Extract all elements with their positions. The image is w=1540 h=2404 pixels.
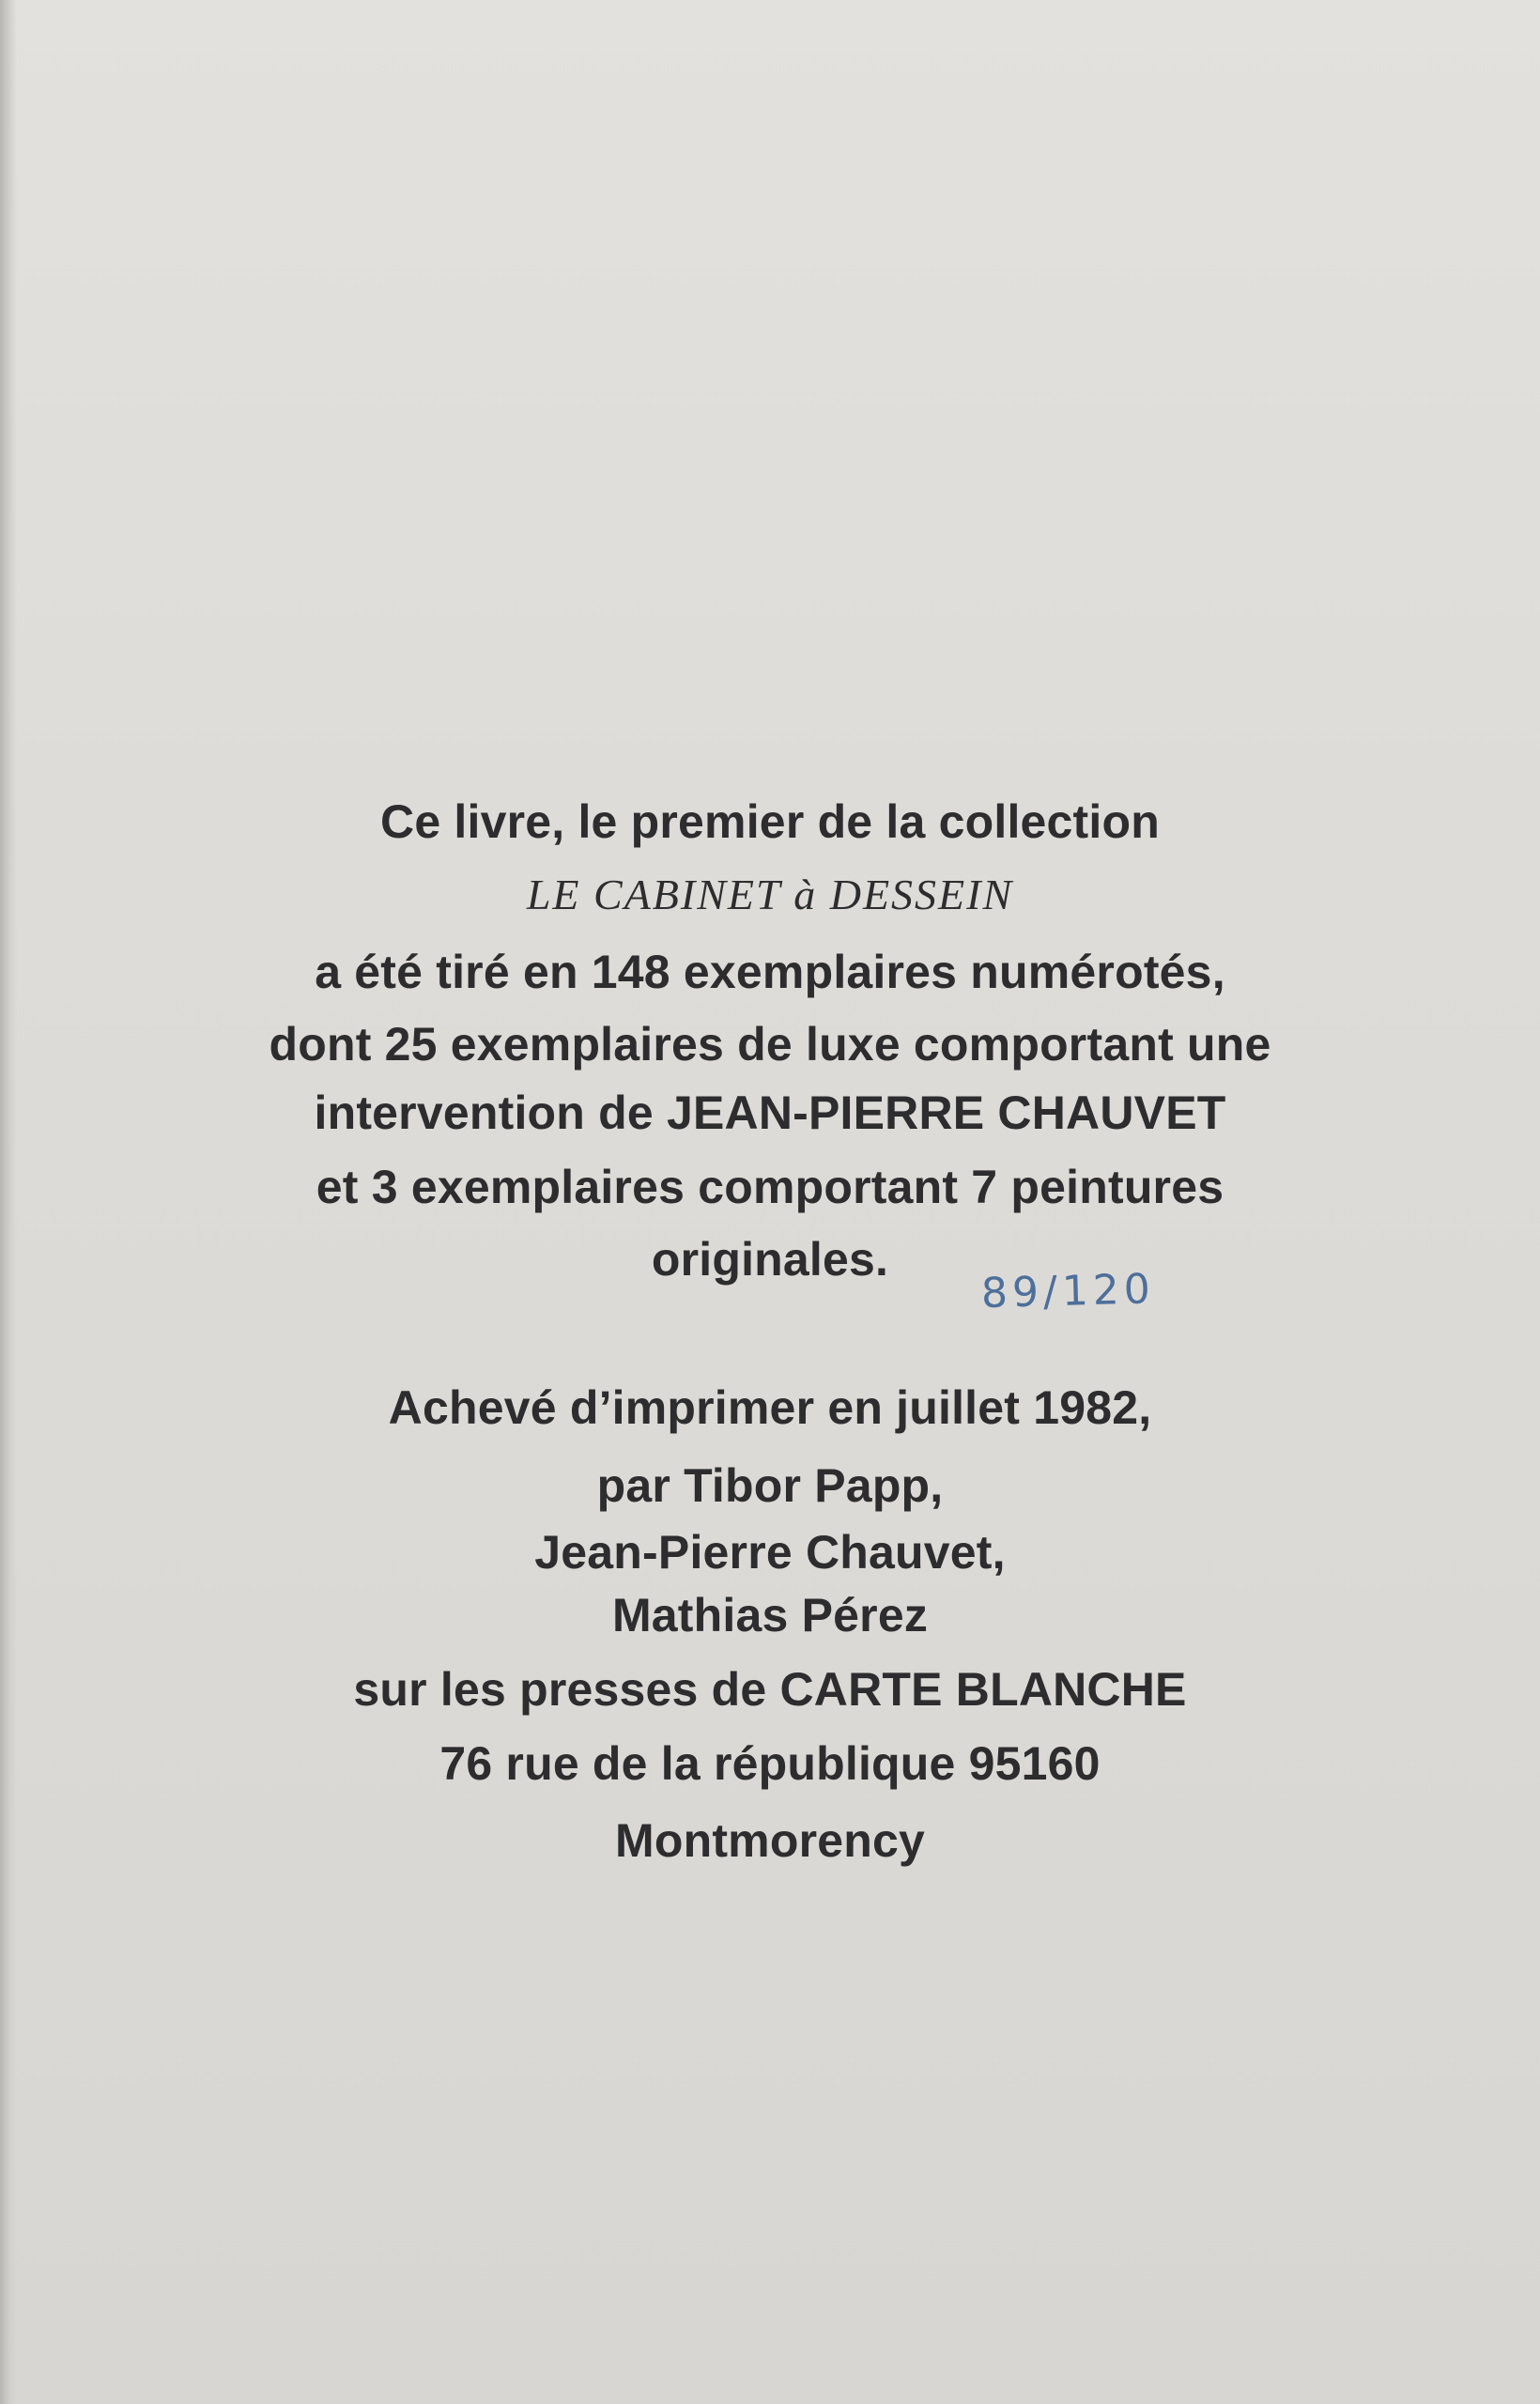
printing-line-4: Mathias Pérez: [611, 1589, 929, 1641]
printing-line-2: par Tibor Papp,: [596, 1459, 944, 1512]
colophon-line-6: et 3 exemplaires comportant 7 peintures: [316, 1161, 1224, 1213]
colophon-line-3: a été tiré en 148 exemplaires numérotés,: [315, 946, 1225, 998]
handwritten-edition-number: 89/120: [980, 1265, 1156, 1318]
colophon-line-4: dont 25 exemplaires de luxe comportant une: [269, 1018, 1271, 1071]
colophon-line-5: intervention de JEAN-PIERRE CHAUVET: [314, 1086, 1226, 1139]
colophon-line-1: Ce livre, le premier de la collection: [380, 795, 1160, 848]
colophon-line-7: originales.: [651, 1233, 889, 1286]
printing-line-1: Achevé d’imprimer en juillet 1982,: [388, 1381, 1152, 1434]
printing-line-7: Montmorency: [614, 1814, 925, 1867]
printing-line-3: Jean-Pierre Chauvet,: [534, 1526, 1006, 1579]
collection-name: LE CABINET à DESSEIN: [526, 871, 1014, 918]
printing-line-6: 76 rue de la république 95160: [439, 1737, 1101, 1790]
printing-line-5: sur les presses de CARTE BLANCHE: [353, 1663, 1187, 1716]
